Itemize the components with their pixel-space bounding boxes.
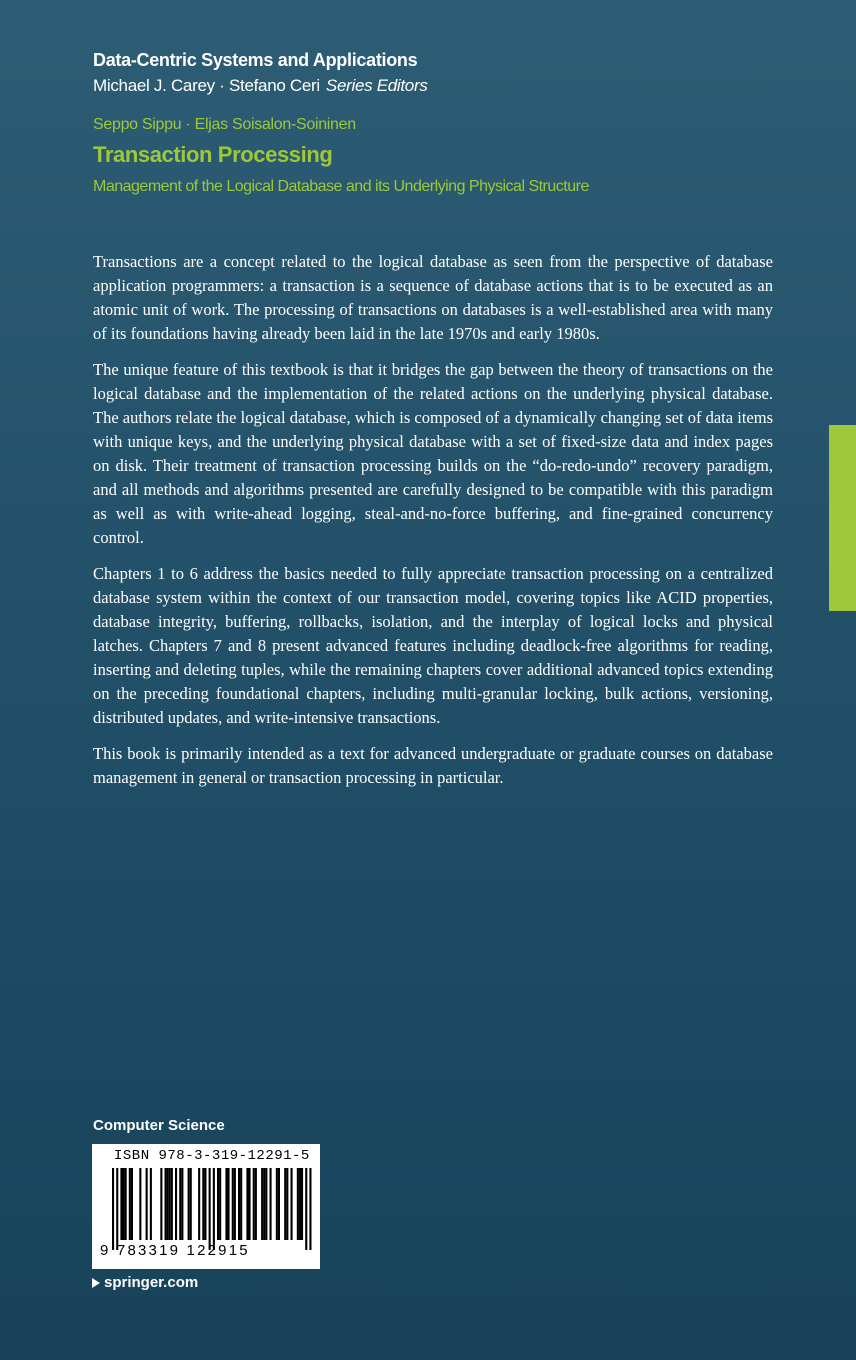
book-authors: Seppo Sippu · Eljas Soisalon-Soininen [93, 116, 356, 133]
blurb-paragraph: Transactions are a concept related to the logical database as seen from the perspective of database application programmers: a transaction is a sequence of database actions that is to be executed as an atomic unit of work. The processing of transactions on databases is a well-established area with many of its foundations having already been laid in the late 1970s and early 1980s. [93, 252, 773, 343]
barcode-bar [209, 1168, 211, 1250]
series-title: Data-Centric Systems and Applications [93, 50, 418, 70]
barcode-bar [139, 1168, 141, 1240]
barcode-bar [219, 1168, 221, 1240]
barcode-bar [232, 1168, 234, 1240]
barcode-bar [255, 1168, 257, 1240]
book-title: Transaction Processing [93, 142, 333, 167]
blurb-paragraph: This book is primarily intended as a text for advanced undergraduate or graduate courses on database management in general or transaction processing in particular. [93, 744, 773, 787]
barcode-bar [234, 1168, 236, 1240]
blurb [93, 250, 773, 802]
blurb-paragraph: Chapters 1 to 6 address the basics needed to fully appreciate transaction processing on a centralized database system within the context of our transaction model, covering topics like ACID properties, database integrity, buffering, rollbacks, isolation, and the interplay of logical locks and physical latches. Chapters 7 and 8 present advanced features including deadlock-free algorithms for reading, inserting and deleting tuples, while the remaining chapters cover additional advanced topics extending on the preceding foundational chapters, including multi-granular locking, bulk actions, versioning, distributed updates, and write-intensive transactions. [93, 564, 773, 727]
barcode-bar [198, 1168, 200, 1240]
barcode-bar [181, 1168, 183, 1240]
barcode-bar [125, 1168, 127, 1240]
series-editors-names: Michael J. Carey · Stefano Ceri [93, 76, 320, 95]
barcode-bar [286, 1168, 288, 1240]
barcode-bar [120, 1168, 122, 1240]
barcode-bar [284, 1168, 286, 1240]
barcode-bar [249, 1168, 251, 1240]
barcode-bar [238, 1168, 240, 1240]
barcode-bar [131, 1168, 133, 1240]
barcode-bar [309, 1168, 311, 1250]
triangle-right-icon [92, 1278, 100, 1288]
barcode-bar [204, 1168, 206, 1240]
barcode-bar [217, 1168, 219, 1240]
barcode-bar [305, 1168, 307, 1250]
series-editors-role: Series Editors [325, 76, 428, 95]
barcode-bar [116, 1168, 118, 1250]
subject-category: Computer Science [93, 1117, 225, 1134]
barcode-bar [261, 1168, 263, 1240]
barcode-bar [276, 1168, 278, 1240]
green-edge-tab [829, 425, 856, 611]
barcode-bar [167, 1168, 169, 1240]
barcode-bar [246, 1168, 248, 1240]
blurb-paragraph: The unique feature of this textbook is that it bridges the gap between the theory of transactions on the logical database and the implementation of the related actions on the underlying physical database. The authors relate the logical database, which is composed of a dynamically changing set of data items with unique keys, and the underlying physical database with a set of fixed-size data and index pages on disk. Their treatment of transaction processing builds on the “do-redo-undo” recovery paradigm, and all methods and algorithms presented are carefully designed to be compatible with this paradigm as well as with write-ahead logging, steal-and-no-force buffering, and fine-grained concurrency control. [93, 360, 773, 547]
barcode-bar [270, 1168, 272, 1240]
barcode-bar [190, 1168, 192, 1240]
barcode-bar [165, 1168, 167, 1240]
barcode-bar [188, 1168, 190, 1240]
barcode-bar [278, 1168, 280, 1240]
isbn-label: ISBN 978-3-319-12291-5 [114, 1148, 310, 1164]
barcode-bar [146, 1168, 148, 1240]
book-subtitle: Management of the Logical Database and its Underlying Physical Structure [93, 178, 589, 195]
barcode-bar [169, 1168, 171, 1240]
barcode [92, 1144, 320, 1269]
barcode-bar [179, 1168, 181, 1240]
barcode-bar [301, 1168, 303, 1240]
barcode-bar [175, 1168, 177, 1240]
barcode-bar [213, 1168, 215, 1250]
ean-digits: 9 783319 122915 [100, 1242, 250, 1259]
barcode-bar [263, 1168, 265, 1240]
barcode-bar [171, 1168, 173, 1240]
barcode-bar [225, 1168, 227, 1240]
barcode-bar [228, 1168, 230, 1240]
barcode-bar [112, 1168, 114, 1250]
barcode-bar [160, 1168, 162, 1240]
barcode-bar [253, 1168, 255, 1240]
publisher-url: springer.com [104, 1274, 199, 1291]
publisher-link[interactable] [92, 1274, 198, 1291]
barcode-bar [265, 1168, 267, 1240]
series-editors [93, 76, 428, 96]
barcode-bar [129, 1168, 131, 1240]
barcode-bar [291, 1168, 293, 1240]
barcode-bar [123, 1168, 125, 1240]
barcode-bar [150, 1168, 152, 1240]
barcode-bar [240, 1168, 242, 1240]
barcode-bar [299, 1168, 301, 1240]
barcode-bar [297, 1168, 299, 1240]
barcode-bar [202, 1168, 204, 1240]
